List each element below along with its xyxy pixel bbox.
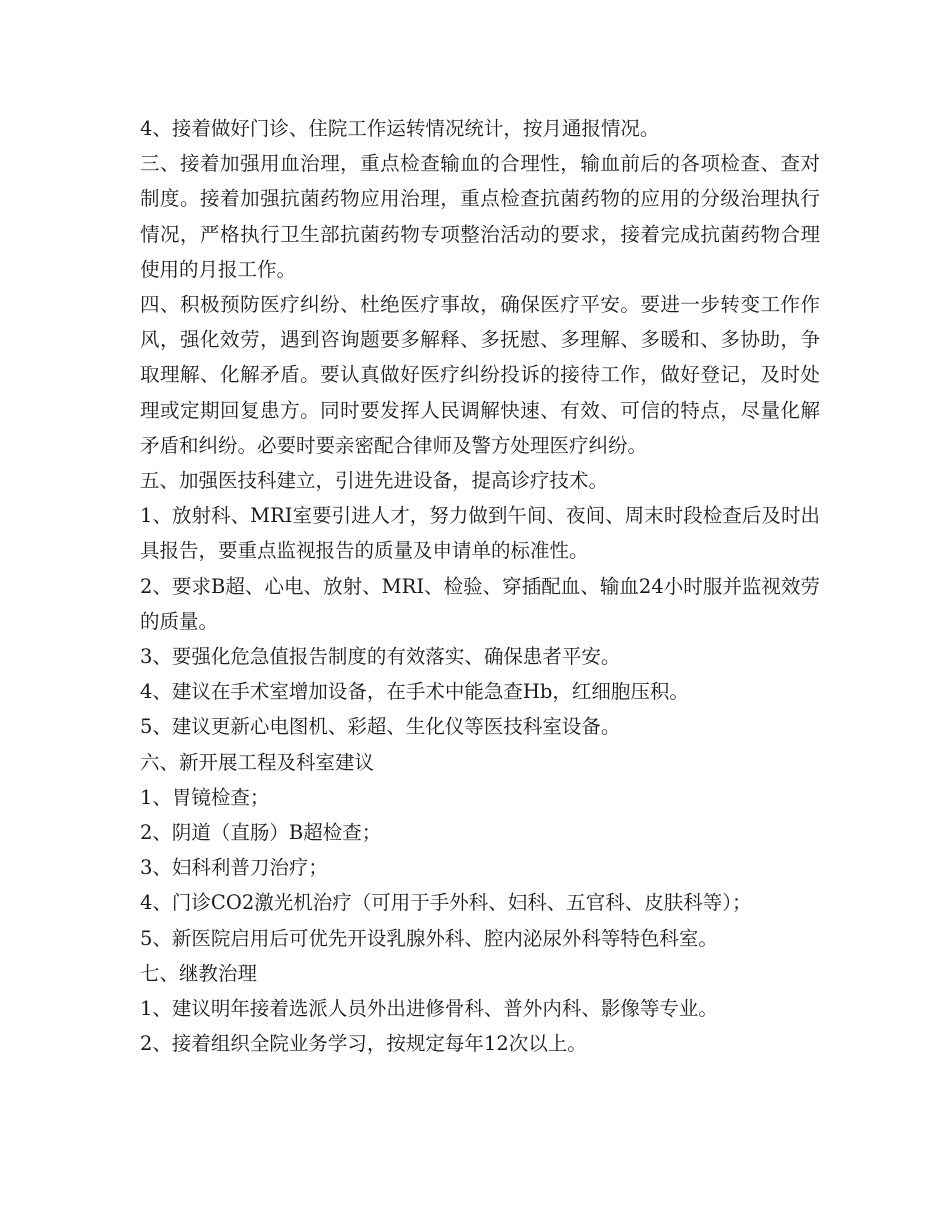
paragraph-18: 2、接着组织全院业务学习，按规定每年12次以上。 [140,1032,587,1056]
paragraph-3: 四、积极预防医疗纠纷、杜绝医疗事故，确保医疗平安。要进一步转变工作作风，强化效劳，遇到咨询题要多解释、多抚慰、多理解、多暖和、多协助，争取理解、化解矛盾。要认真做好医疗纠纷投诉的接待工作，做好登记，及时处理或定期回复患方。同时要发挥人民调解快速、有效、可信的特点，尽量化解矛盾和纠纷。必要时要亲密配合律师及警方处理医疗纠纷。 [140,293,820,457]
paragraph-12: 2、阴道（直肠）B超检查； [140,821,382,845]
paragraph-16: 七、继教治理 [140,961,258,985]
paragraph-4: 五、加强医技科建立，引进先进设备，提高诊疗技术。 [140,469,609,493]
paragraph-15: 5、新医院启用后可优先开设乳腺外科、腔内泌尿外科等特色科室。 [140,926,718,950]
paragraph-17: 1、建议明年接着选派人员外出进修骨科、普外内科、影像等专业。 [140,997,718,1021]
paragraph-7: 3、要强化危急值报告制度的有效落实、确保患者平安。 [140,645,621,669]
paragraph-14: 4、门诊CO2激光机治疗（可用于手外科、妇科、五官科、皮肤科等）； [140,891,752,915]
document-body [140,111,820,1061]
paragraph-13: 3、妇科利普刀治疗； [140,856,328,880]
paragraph-1: 4、接着做好门诊、住院工作运转情况统计，按月通报情况。 [140,117,660,140]
paragraph-6: 2、要求B超、心电、放射、MRI、检验、穿插配血、输血24小时服并监视效劳的质量。 [140,574,820,633]
paragraph-9: 5、建议更新心电图机、彩超、生化仪等医技科室设备。 [140,715,621,739]
paragraph-2: 三、接着加强用血治理，重点检查输血的合理性，输血前后的各项检查、查对制度。接着加强抗菌药物应用治理，重点检查抗菌药物的应用的分级治理执行情况，严格执行卫生部抗菌药物专项整治活动的要求，接着完成抗菌药物合理使用的月报工作。 [140,152,820,281]
paragraph-8: 4、建议在手术室增加设备，在手术中能急查Hb，红细胞压积。 [140,680,689,704]
paragraph-11: 1、胃镜检查； [140,785,270,809]
paragraph-10: 六、新开展工程及科室建议 [140,750,375,774]
paragraph-5: 1、放射科、MRI室要引进人才，努力做到午间、夜间、周末时段检查后及时出具报告，要重点监视报告的质量及申请单的标准性。 [140,504,820,563]
